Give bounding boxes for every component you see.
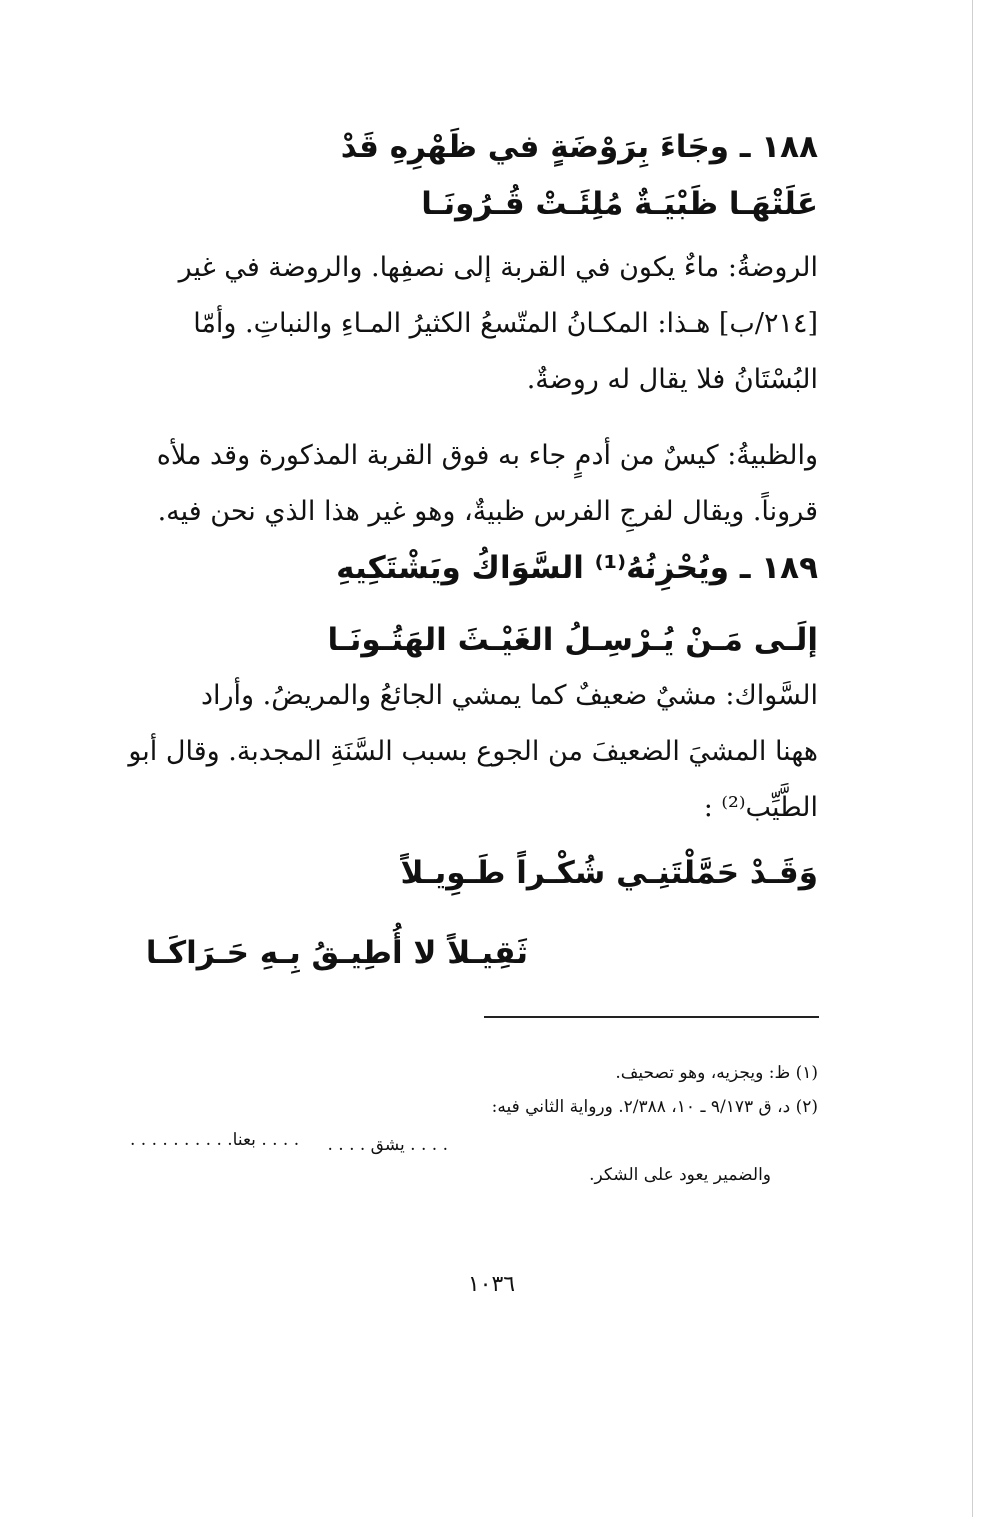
paragraph-sawak-line-3: الطَّيِّب⁽²⁾ : xyxy=(703,792,818,823)
footnote-2-note: والضمير يعود على الشكر. xyxy=(589,1165,771,1185)
verse-188-line-1: ١٨٨ ـ وجَاءَ بِرَوْضَةٍ في ظَهْرِهِ قَدْ xyxy=(340,129,818,165)
paragraph-rawda-line-1: الروضةُ: ماءٌ يكون في القربة إلى نصفِها. والروضة في غير xyxy=(178,252,818,283)
paragraph-zabya-line-2: قروناً. ويقال لفرجِ الفرس ظبيةٌ، وهو غير هذا الذي نحن فيه. xyxy=(157,496,818,527)
verse-188-line-2: عَلَتْهَـا ظَبْيَـةٌ مُلِئَـتْ قُـرُونَـا xyxy=(421,186,818,222)
footnote-1: (١) ظ: ويجزيه، وهو تصحيف. xyxy=(615,1063,818,1083)
footnote-2-verse-first-half: . . . . يشق . . . . xyxy=(327,1135,448,1155)
verse-189-line-1: ١٨٩ ـ ويُحْزِنُهُ⁽¹⁾ السَّوَاكُ ويَشْتَكِيهِ xyxy=(336,550,818,586)
quoted-verse-line-2: ثَقِيـلاً لا أُطِيـقُ بِـهِ حَـرَاكَـا xyxy=(145,935,528,971)
verse-189-line-2: إلَـى مَـنْ يُـرْسِـلُ الغَيْـثَ الهَتُـونَـا xyxy=(327,622,818,658)
paragraph-rawda-line-3: البُسْتَانُ فلا يقال له روضةٌ. xyxy=(526,364,818,395)
footnote-separator xyxy=(484,1016,819,1018)
paragraph-sawak-line-2: ههنا المشيَ الضعيفَ من الجوع بسبب السَّنَةِ المجدبة. وقال أبو xyxy=(128,736,818,767)
paragraph-sawak-line-1: السَّواك: مشيٌ ضعيفٌ كما يمشي الجائعُ والمريضُ. وأراد xyxy=(200,680,818,711)
paragraph-zabya-line-1: والظبيةُ: كيسٌ من أدمٍ جاء به فوق القربة المذكورة وقد ملأه xyxy=(156,440,818,471)
paragraph-rawda-line-2: [٢١٤/ب] هـذا: المكـانُ المتّسعُ الكثيرُ المـاءِ والنباتِ. وأمّا xyxy=(193,308,818,339)
footnote-2: (٢) د، ق ٩/١٧٣ ـ ١٠، ٢/٣٨٨. ورواية الثاني فيه: xyxy=(491,1097,818,1117)
footnote-2-verse-second-half: . . . . بعنا. . . . . . . . . . xyxy=(130,1130,300,1150)
quoted-verse-line-1: وَقَـدْ حَمَّلْتَنِـي شُكْـراً طَـوِيـلاً xyxy=(400,855,818,891)
page-number: ١٠٣٦ xyxy=(467,1272,516,1297)
